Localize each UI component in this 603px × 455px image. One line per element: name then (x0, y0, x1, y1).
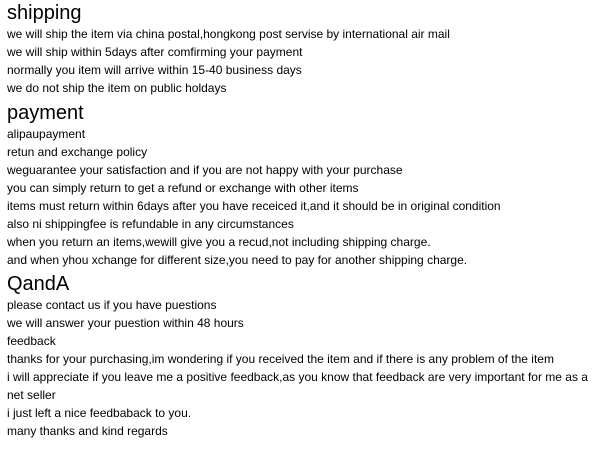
policy-document (7, 0, 599, 440)
payment-line: alipaupayment (7, 127, 86, 141)
qanda-line: net seller (7, 388, 56, 402)
qanda-line: i will appreciate if you leave me a positive feedback,as you know that feedback are very important for me as a (7, 370, 588, 384)
qanda-line: please contact us if you have puestions (7, 298, 217, 312)
payment-line: when you return an items,wewill give you a recud,not including shipping charge. (7, 235, 431, 249)
qanda-line: i just left a nice feedbaback to you. (7, 406, 192, 420)
payment-heading: payment (7, 102, 84, 124)
payment-line: retun and exchange policy (7, 145, 148, 159)
payment-line: weguarantee your satisfaction and if you are not happy with your purchase (7, 163, 403, 177)
shipping-line: we do not ship the item on public holdays (7, 81, 227, 95)
qanda-heading: QandA (7, 273, 70, 295)
qanda-line: we will answer your puestion within 48 hours (7, 316, 244, 330)
qanda-line: feedback (7, 334, 56, 348)
payment-line: you can simply return to get a refund or exchange with other items (7, 181, 359, 195)
shipping-line: we will ship the item via china postal,hongkong post servise by international air mail (7, 27, 450, 41)
payment-line: also ni shippingfee is refundable in any circumstances (7, 217, 294, 231)
payment-line: and when yhou xchange for different size,you need to pay for another shipping charge. (7, 253, 468, 267)
shipping-heading: shipping (7, 2, 82, 24)
shipping-section (7, 0, 599, 97)
qanda-line: many thanks and kind regards (7, 424, 168, 438)
shipping-line: we will ship within 5days after comfirming your payment (7, 45, 303, 59)
qanda-section (7, 272, 599, 440)
payment-line: items must return within 6days after you have receiced it,and it should be in original condition (7, 199, 501, 213)
shipping-line: normally you item will arrive within 15-40 business days (7, 63, 302, 77)
qanda-line: thanks for your purchasing,im wondering if you received the item and if there is any problem of the item (7, 352, 554, 366)
payment-section (7, 101, 599, 269)
